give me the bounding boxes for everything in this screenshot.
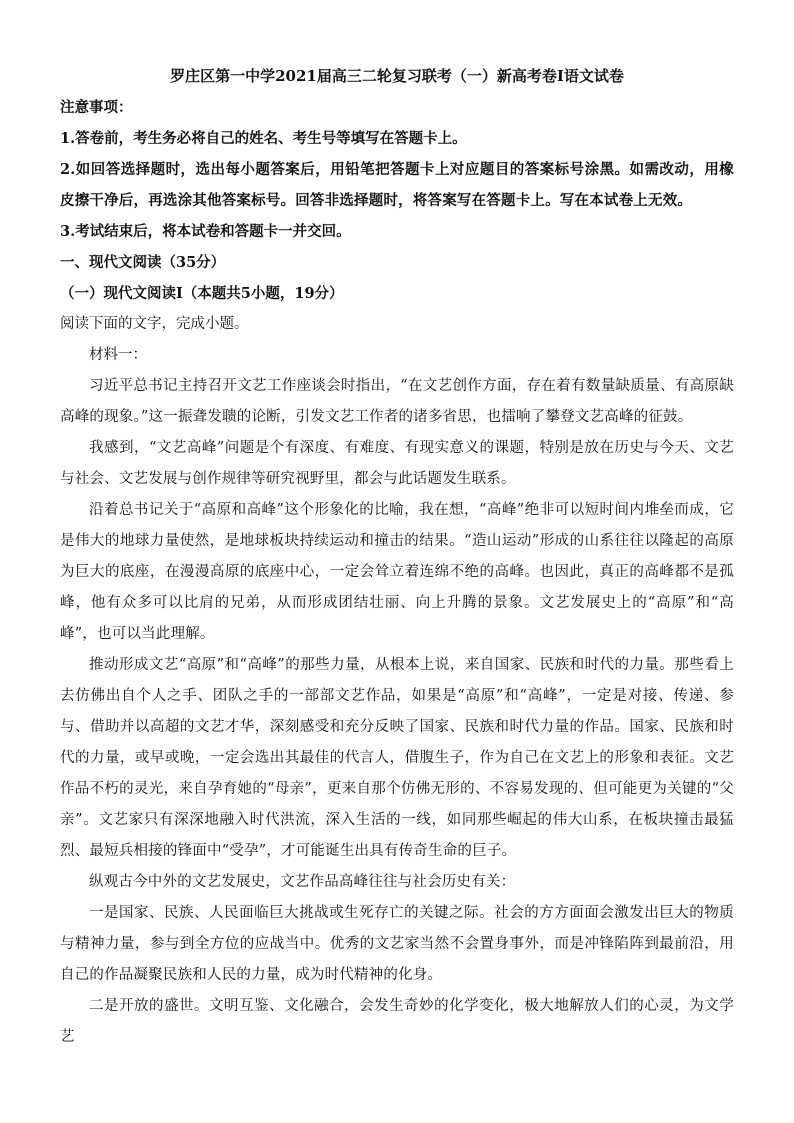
material-label: 材料一： (89, 347, 147, 363)
notice-item-3: 3.考试结束后，将本试卷和答题卡一并交回。 (60, 223, 351, 240)
notice-item-2: 2.如回答选择题时，选出每小题答案后，用铅笔把答题卡上对应题目的答案标号涂黑。如需改动，用橡皮擦干净后，再选涂其他答案标号。回答非选择题时，将答案写在答题卡上。写在本试卷上无效。 (60, 161, 734, 209)
exam-title: 罗庄区第一中学2021届高三二轮复习联考（一）新高考卷Ⅰ语文试卷 (170, 67, 624, 85)
reading-instruction: 阅读下面的文字，完成小题。 (60, 316, 249, 332)
paragraph: 沿着总书记关于“高原和高峰”这个形象化的比喻，我在想，“高峰”绝非可以短时间内堆垒而成，它是伟大的地球力量使然，是地球板块持续运动和撞击的结果。“造山运动”形成的山系往往以隆起的高原为巨大的底座，在漫漫高原的底座中心，一定会耸立着连绵不绝的高峰。也因此，真正的高峰都不是孤峰，他有众多可以比肩的兄弟，从而形成团结壮丽、向上升腾的景象。文艺发展史上的“高原”和“高峰”，也可以当此理解。 (60, 502, 734, 642)
paragraph: 我感到，“文艺高峰”问题是个有深度、有难度、有现实意义的课题，特别是放在历史与今天、文艺与社会、文艺发展与创作规律等研究视野里，都会与此话题发生联系。 (60, 440, 734, 487)
notice-item-1: 1.答卷前，考生务必将自己的姓名、考生号等填写在答题卡上。 (60, 130, 467, 147)
paragraph: 一是国家、民族、人民面临巨大挑战或生死存亡的关键之际。社会的方方面面会激发出巨大的物质与精神力量，参与到全方位的应战当中。优秀的文艺家当然不会置身事外，而是冲锋陷阵到最前沿，用自己的作品凝聚民族和人民的力量，成为时代精神的化身。 (60, 905, 734, 983)
section-heading: 一、现代文阅读（35分） (60, 254, 226, 271)
paragraph: 纵观古今中外的文艺发展史，文艺作品高峰往往与社会历史有关： (89, 874, 516, 890)
reading-section (60, 247, 734, 1053)
paragraph: 推动形成文艺“高原”和“高峰”的那些力量，从根本上说，来自国家、民族和时代的力量。那些看上去仿佛出自个人之手、团队之手的一部部文艺作品，如果是“高原”和“高峰”，一定是对接、传递、参与、借助并以高超的文艺才华，深刻感受和充分反映了国家、民族和时代力量的作品。国家、民族和时代的力量，或早或晚，一定会选出其最佳的代言人，借腹生子，作为自己在文艺上的形象和表征。文艺作品不朽的灵光，来自孕育她的“母亲”，更来自那个仿佛无形的、不容易发现的、但可能更为关键的“父亲”。文艺家只有深深地融入时代洪流，深入生活的一线，如同那些崛起的伟大山系，在板块撞击最猛烈、最短兵相接的锋面中“受孕”，才可能诞生出具有传奇生命的巨子。 (60, 657, 734, 859)
paragraph: 二是开放的盛世。文明互鉴、文化融合，会发生奇妙的化学变化，极大地解放人们的心灵，为文学艺 (60, 998, 734, 1045)
sub-section-heading: （一）现代文阅读Ⅰ（本题共5小题，19分） (60, 285, 344, 302)
paragraph: 习近平总书记主持召开文艺工作座谈会时指出，“在文艺创作方面，存在着有数量缺质量、有高原缺高峰的现象。”这一振聋发聩的论断，引发文艺工作者的诸多省思，也擂响了攀登文艺高峰的征鼓。 (60, 378, 734, 425)
notice-heading: 注意事项： (60, 99, 133, 116)
notice-section (60, 92, 734, 247)
